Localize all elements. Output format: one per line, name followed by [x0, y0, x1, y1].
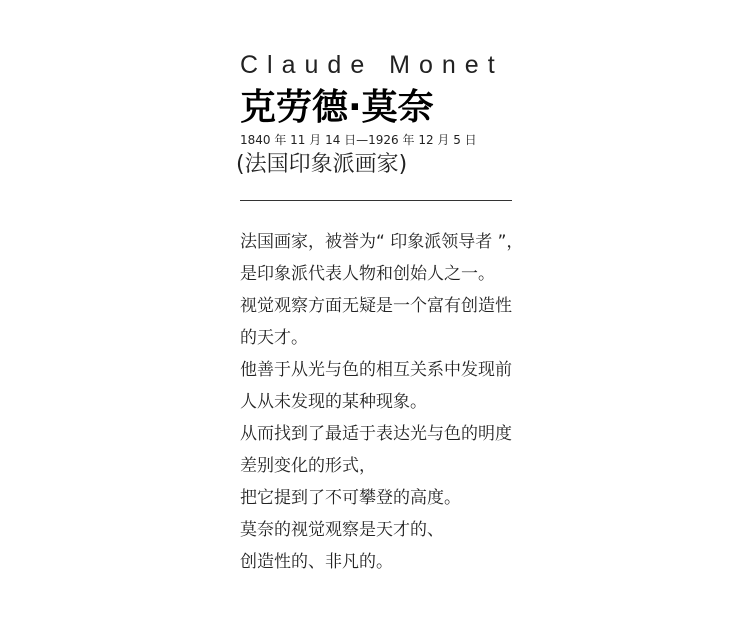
bio-line: 莫奈的视觉观察是天才的、 — [240, 520, 444, 540]
bio-line: 的天才。 — [240, 328, 308, 348]
bio-line: 法国画家，被誉为“ 印象派领导者 ”， — [240, 232, 524, 252]
biography-text — [240, 226, 560, 578]
bio-line: 创造性的、非凡的。 — [240, 552, 393, 572]
bio-line: 人从未发现的某种现象。 — [240, 392, 427, 412]
life-dates: 1840 年 11 月 14 日—1926 年 12 月 5 日 — [240, 133, 477, 147]
bio-line: 是印象派代表人物和创始人之一。 — [240, 264, 495, 284]
bio-line: 他善于从光与色的相互关系中发现前 — [240, 360, 512, 380]
bio-line: 从而找到了最适于表达光与色的明度 — [240, 424, 512, 444]
bio-line: 视觉观察方面无疑是一个富有创造性 — [240, 296, 512, 316]
art-school-label: (法国印象派画家) — [236, 152, 408, 177]
bio-line: 差别变化的形式， — [240, 456, 376, 476]
bio-line: 把它提到了不可攀登的高度。 — [240, 488, 461, 508]
divider-line — [240, 200, 512, 201]
artist-name-english: Claude Monet — [240, 51, 504, 79]
artist-name-chinese: 克劳德·莫奈 — [240, 87, 434, 128]
